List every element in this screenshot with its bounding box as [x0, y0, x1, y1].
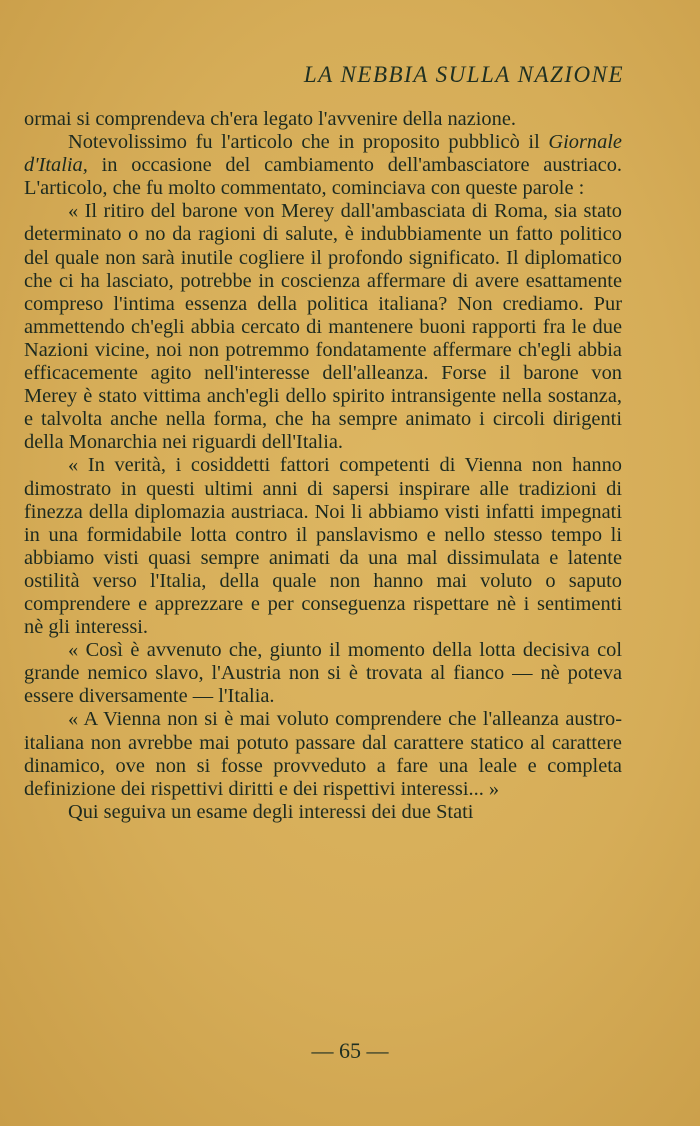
- paragraph-1: [24, 108, 622, 131]
- paragraph-3-text: « Il ritiro del barone von Merey dall'ambasciata di Roma, sia stato determinato o no da ragioni di salute, è indubbiamente un fatto politico del quale non sarà inutile cogliere il profondo significato. Il diplomatico che ci ha lasciato, potrebbe in coscienza affermare di avere esattamente compreso l'intima essenza della politica italiana? Non crediamo. Pur ammettendo ch'egli abbia cercato di mantenere buoni rapporti fra le due Nazioni vicine, noi non potremmo fondatamente affermare ch'egli abbia efficacemente agito nell'interesse dell'alleanza. Forse il barone von Merey è stato vittima anch'egli dello spirito intransigente nella sostanza, e talvolta anche nella forma, che ha sempre animato i circoli dirigenti della Monarchia nei riguardi dell'Italia.: [24, 200, 622, 454]
- paragraph-6-text: « A Vienna non si è mai voluto comprendere che l'alleanza austro-italiana non avrebbe mai potuto passare dal carattere statico al carattere dinamico, ove non si fosse provveduto a fare una leale e completa definizione dei rispettivi diritti e dei rispettivi interessi... »: [24, 708, 622, 800]
- paragraph-4-text: « In verità, i cosiddetti fattori competenti di Vienna non hanno dimostrato in questi ultimi anni di sapersi inspirare alle tradizioni di finezza della diplomazia austriaca. Noi li abbiamo visti infatti impegnati in una formidabile lotta contro il panslavismo e nello stesso tempo li abbiamo visti quasi sempre animati da una mal dissimulata e latente ostilità verso l'Italia, della quale non hanno mai voluto o saputo comprendere e apprezzare e per conseguenza rispettare nè i sentimenti nè gli interessi.: [24, 454, 622, 639]
- paragraph-2-text-b: in occasione del cambiamento dell'ambasciatore austriaco. L'articolo, che fu molto commentato, cominciava con queste parole :: [24, 154, 622, 200]
- paragraph-3: [24, 200, 622, 454]
- paragraph-5-text: « Così è avvenuto che, giunto il momento della lotta decisiva col grande nemico slavo, l'Austria non si è trovata al fianco — nè poteva essere diversamente — l'Italia.: [24, 639, 622, 708]
- newspaper-title: Giornale d'Italia,: [24, 131, 622, 177]
- running-head: LA NEBBIA SULLA NAZIONE: [303, 62, 624, 87]
- paragraph-2-text-a: Notevolissimo fu l'articolo che in proposito pubblicò il: [68, 131, 549, 154]
- paragraph-7: [24, 801, 622, 824]
- body-text: [24, 108, 622, 824]
- page-number: — 65 —: [311, 1038, 389, 1063]
- paragraph-6: [24, 708, 622, 800]
- paragraph-2: [24, 131, 622, 200]
- paragraph-1-text: ormai si comprendeva ch'era legato l'avvenire della nazione.: [24, 108, 516, 130]
- paragraph-7-text: Qui seguiva un esame degli interessi dei due Stati: [68, 800, 474, 823]
- paragraph-4: [24, 454, 622, 639]
- paragraph-5: [24, 639, 622, 708]
